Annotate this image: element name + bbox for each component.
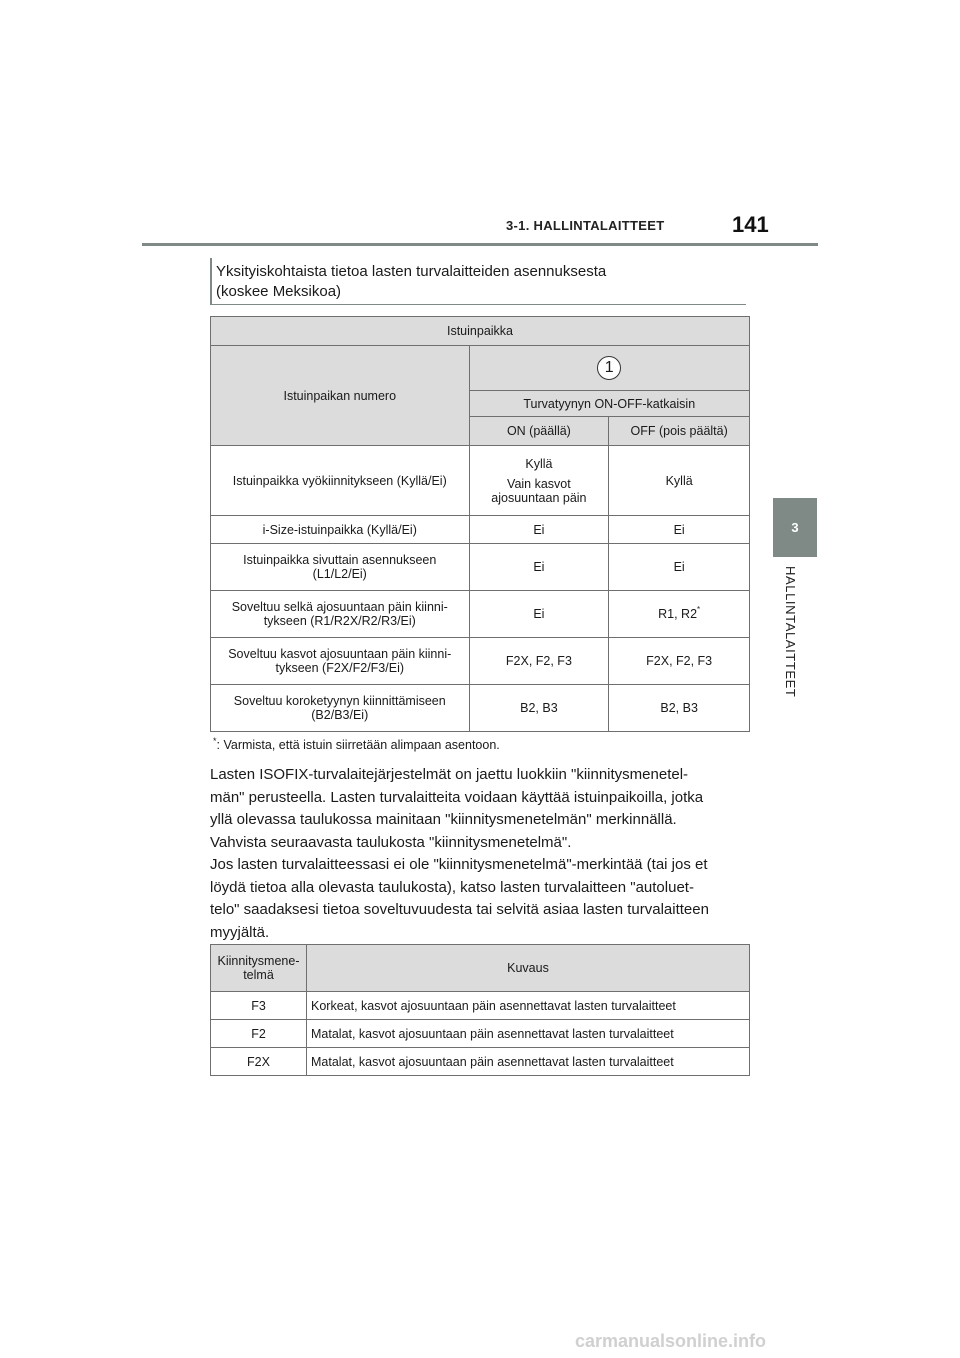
table-row [211,544,750,591]
row-label-line: Soveltuu selkä ajosuuntaan päin kiinni- [231,600,448,614]
on-value-line: ajosuuntaan päin [491,490,587,505]
off-value: Ei [609,544,750,591]
on-value [469,446,609,516]
body-line: löydä tietoa alla olevasta taulukosta), katso lasten turvalaitteen "autoluet- [210,878,694,896]
row-label [211,446,470,516]
watermark-link[interactable]: carmanualsonline.info [575,1331,767,1351]
table-row [211,1020,750,1048]
seat-position-table [210,316,750,732]
body-line: yllä olevassa taulukossa mainitaan "kiinnitysmenetelmän" merkinnällä. [210,811,677,828]
chapter-label: HALLINTALAITTEET [783,566,798,698]
table-row [211,446,750,516]
off-value-text: R1, R2 [658,607,698,621]
off-column-header: OFF (pois päältä) [609,417,750,446]
row-label-line: (B2/B3/Ei) [311,708,369,722]
row-label [211,638,470,685]
header-divider [142,243,818,246]
header-section-title: 3-1. HALLINTALAITTEET [506,218,665,233]
row-label-line: Soveltuu koroketyynyn kiinnittämiseen [233,694,446,708]
row-label [211,685,470,732]
off-value: B2, B3 [609,685,750,732]
description-column-header: Kuvaus [307,945,750,992]
body-line: Vahvista seuraavasta taulukosta "kiinnitysmenetelmä". [210,833,572,851]
airbag-switch-header: Turvatyynyn ON-OFF-katkaisin [469,391,749,417]
table-row [211,591,750,638]
fixing-method-table [210,944,750,1076]
table-row [211,1048,750,1076]
seat-number-label: Istuinpaikan numero [211,346,470,446]
page-number: 141 [732,212,769,237]
on-value: Ei [469,591,609,638]
off-value: Kyllä [609,446,750,516]
body-line: män" perusteella. Lasten turvalaitteita voidaan käyttää istuinpaikoilla, jotka [210,788,704,806]
section-title [216,262,686,302]
off-value: Ei [609,516,750,544]
row-label-line: Soveltuu kasvot ajosuuntaan päin kiinni- [228,647,452,661]
footnote-text: : Varmista, että istuin siirretään alimpaan asentoon. [216,738,500,752]
table-row [211,638,750,685]
body-paragraph [210,764,755,944]
row-label-line: Istuinpaikka sivuttain asennukseen [243,553,437,567]
seat-number-badge: 1 [597,356,621,380]
row-label [211,544,470,591]
on-value-line: Vain kasvot [507,476,571,491]
body-line: telo" saadaksesi tietoa soveltuvuudesta tai selvitä asiaa lasten turvalaitteen [210,901,709,918]
row-label-text: Istuinpaikka vyökiinnitykseen (Kyllä/Ei) [232,473,447,488]
on-value: F2X, F2, F3 [469,638,609,685]
description-value: Korkeat, kasvot ajosuuntaan päin asennettavat lasten turvalaitteet [307,992,750,1020]
method-value: F2 [211,1020,307,1048]
footnote-mark: * [697,605,701,614]
section-title-line: Yksityiskohtaista tietoa lasten turvalaitteiden asennuksesta [216,263,607,280]
method-value: F2X [211,1048,307,1076]
off-value [609,591,750,638]
on-value-line: Kyllä [525,456,553,471]
body-line: Lasten ISOFIX-turvalaitejärjestelmät on jaettu luokkiin "kiinnitysmenetel- [210,766,689,783]
table-row [211,992,750,1020]
seat-number-cell [469,346,749,391]
method-header-line: telmä [243,968,274,982]
on-value: Ei [469,516,609,544]
on-value: B2, B3 [469,685,609,732]
footnote-mark: * [213,736,217,746]
section-title-line: (koskee Meksikoa) [216,283,342,300]
row-label-line: tykseen (R1/R2X/R2/R3/Ei) [263,614,416,628]
on-column-header: ON (päällä) [469,417,609,446]
row-label [211,591,470,638]
description-value: Matalat, kasvot ajosuuntaan päin asennettavat lasten turvalaitteet [307,1048,750,1076]
body-line: myyjältä. [210,923,270,941]
on-value: Ei [469,544,609,591]
table-row [211,685,750,732]
off-value: F2X, F2, F3 [609,638,750,685]
title-accent-bar [210,258,212,304]
footnote [213,738,500,752]
body-line: Jos lasten turvalaitteessasi ei ole "kiinnitysmenetelmä"-merkintää (tai jos et [210,856,708,873]
table-caption: Istuinpaikka [211,317,750,346]
title-divider [210,304,746,305]
chapter-tab[interactable]: 3 [773,498,817,557]
row-label-line: tykseen (F2X/F2/F3/Ei) [275,661,405,675]
description-value: Matalat, kasvot ajosuuntaan päin asennettavat lasten turvalaitteet [307,1020,750,1048]
row-label-line: (L1/L2/Ei) [312,567,367,581]
method-header-line: Kiinnitysmene- [217,954,300,968]
table-row [211,516,750,544]
method-value: F3 [211,992,307,1020]
row-label: i-Size-istuinpaikka (Kyllä/Ei) [211,516,470,544]
method-column-header [211,945,307,992]
